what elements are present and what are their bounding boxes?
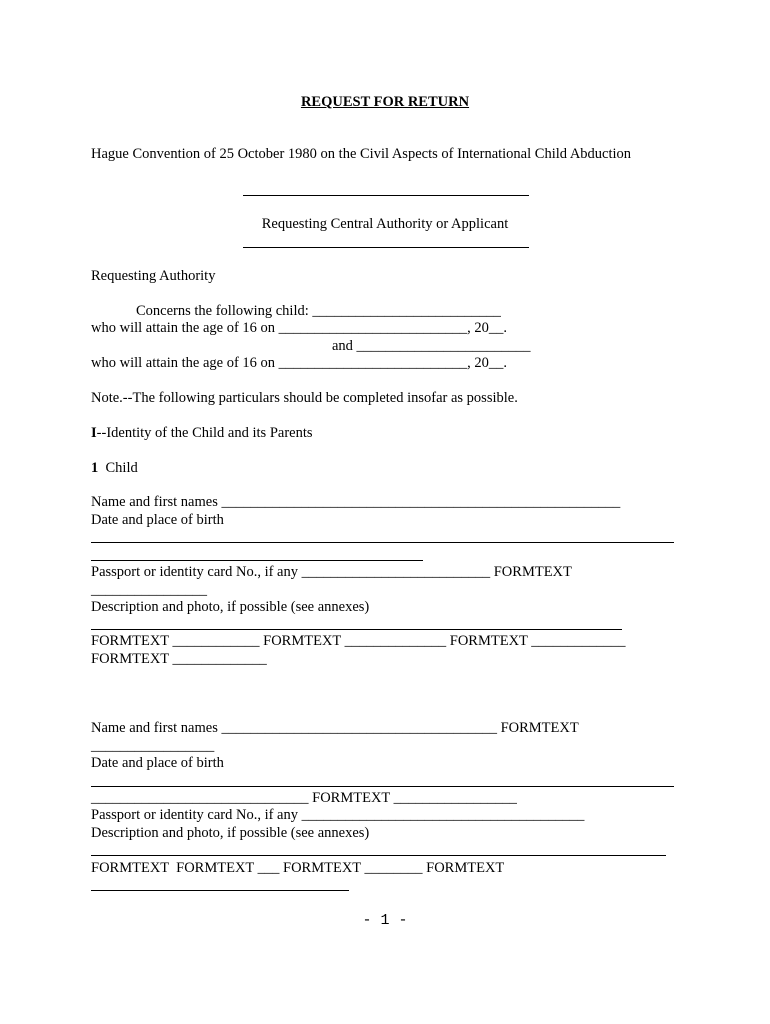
convention-subtitle: Hague Convention of 25 October 1980 on the Civil Aspects of International Child Abduction bbox=[91, 146, 632, 162]
child2-description-label: Description and photo, if possible (see annexes) bbox=[91, 825, 370, 841]
concerns-child-line: Concerns the following child: __________________________ bbox=[136, 303, 501, 319]
attain-age-line-1: who will attain the age of 16 on __________________________, 20__. bbox=[91, 320, 508, 336]
child2-formtext-line: ______________________________ FORMTEXT _________________ bbox=[91, 790, 517, 806]
child2-passport-field: Passport or identity card No., if any _______________________________________ bbox=[91, 807, 585, 823]
section-title: --Identity of the Child and its Parents bbox=[96, 425, 313, 441]
page-number: - 1 - bbox=[362, 912, 408, 929]
and-line: and ________________________ bbox=[332, 338, 531, 354]
child-label: Child bbox=[105, 460, 138, 476]
child-number: 1 bbox=[91, 460, 99, 476]
blank-line bbox=[91, 560, 423, 561]
child2-formtext-row: FORMTEXT FORMTEXT ___ FORMTEXT ________ FORMTEXT bbox=[91, 860, 505, 876]
blank-line bbox=[91, 890, 349, 891]
requesting-central-label: Requesting Central Authority or Applicant bbox=[261, 216, 509, 232]
child2-name-field: Name and first names ______________________________________ FORMTEXT bbox=[91, 720, 579, 736]
child-heading bbox=[91, 460, 138, 477]
child1-formtext-row: FORMTEXT ____________ FORMTEXT ______________ FORMTEXT _____________ bbox=[91, 633, 626, 649]
section-number: I bbox=[91, 425, 97, 441]
child1-formtext-row-2: FORMTEXT _____________ bbox=[91, 651, 267, 667]
child1-dob-label: Date and place of birth bbox=[91, 512, 224, 528]
blank-line bbox=[91, 629, 622, 630]
blank-line bbox=[91, 855, 666, 856]
child1-passport-tail: ________________ bbox=[91, 582, 207, 598]
signature-rule bbox=[243, 195, 529, 196]
blank-line bbox=[91, 786, 674, 787]
child1-name-field: Name and first names _______________________________________________________ bbox=[91, 494, 621, 510]
blank-line bbox=[91, 542, 674, 543]
note-text: Note.--The following particulars should be completed insofar as possible. bbox=[91, 390, 518, 406]
child1-description-label: Description and photo, if possible (see annexes) bbox=[91, 599, 370, 615]
child2-name-tail: _________________ bbox=[91, 738, 215, 754]
signature-rule bbox=[243, 247, 529, 248]
document-title: REQUEST FOR RETURN bbox=[300, 94, 470, 110]
requesting-authority-label: Requesting Authority bbox=[91, 268, 216, 284]
child2-dob-label: Date and place of birth bbox=[91, 755, 224, 771]
attain-age-line-2: who will attain the age of 16 on __________________________, 20__. bbox=[91, 355, 508, 371]
section-heading bbox=[91, 425, 313, 442]
child1-passport-field: Passport or identity card No., if any __________________________ FORMTEXT bbox=[91, 564, 572, 580]
